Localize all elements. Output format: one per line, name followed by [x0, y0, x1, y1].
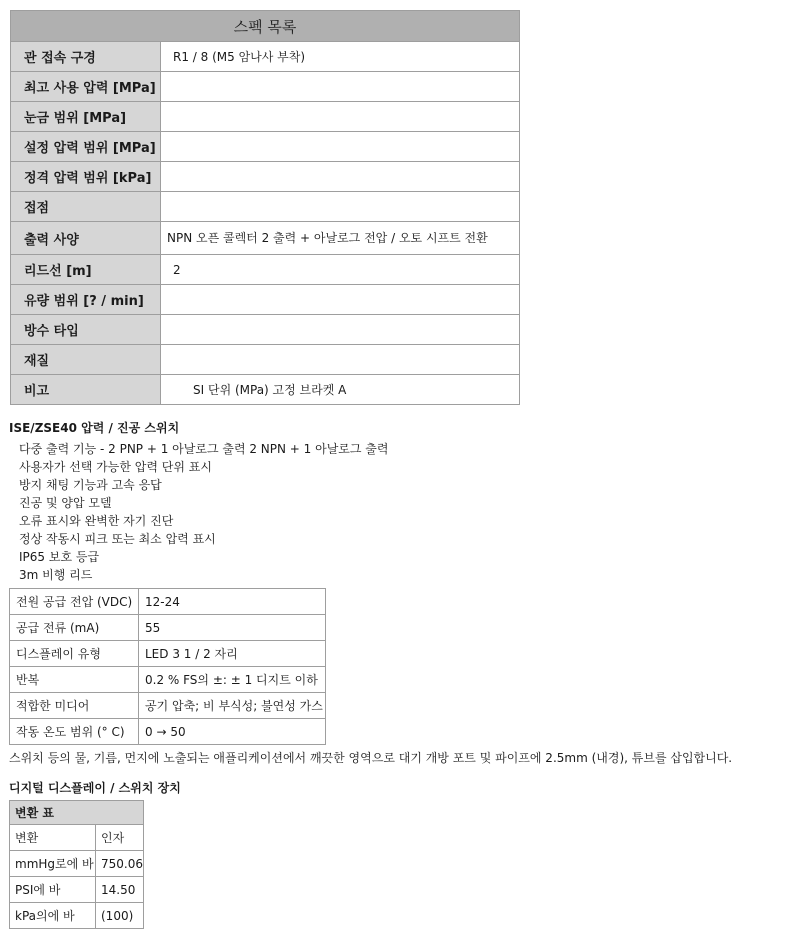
spec-key: 작동 온도 범위 (° C)	[10, 719, 139, 745]
spec-value: 55	[139, 615, 326, 641]
spec-key: 디스플레이 유형	[10, 641, 139, 667]
spec-value	[161, 285, 520, 315]
list-item: 진공 및 양압 모델	[19, 496, 112, 510]
spec-key: 반복	[10, 667, 139, 693]
spec-value	[161, 102, 520, 132]
list-item: 사용자가 선택 가능한 압력 단위 표시	[19, 460, 212, 474]
spec-value	[161, 315, 520, 345]
table-row	[10, 903, 144, 929]
spec-value: 공기 압축; 비 부식성; 불연성 가스	[139, 693, 326, 719]
list-item: 오류 표시와 완벽한 자기 진단	[19, 514, 174, 528]
column-header: 인자	[96, 825, 144, 851]
spec-value	[161, 192, 520, 222]
spec-value	[161, 72, 520, 102]
installation-note: 스위치 등의 물, 기름, 먼지에 노출되는 애플리케이션에서 깨끗한 영역으로 대기 개방 포트 및 파이프에 2.5mm (내경), 튜브를 삽입합니다.	[9, 751, 733, 765]
table-row	[11, 222, 520, 255]
conversion-factor: (100)	[96, 903, 144, 929]
table-row	[11, 255, 520, 285]
conversion-from: PSI에 바	[10, 877, 96, 903]
table-row	[11, 315, 520, 345]
table-row	[10, 641, 326, 667]
list-item: 3m 비행 리드	[19, 568, 93, 582]
spec-key: 전원 공급 전압 (VDC)	[10, 589, 139, 615]
table-row	[10, 667, 326, 693]
conversion-factor: 14.50	[96, 877, 144, 903]
spec-label: 재질	[11, 345, 161, 375]
table-row	[11, 162, 520, 192]
conversion-table	[9, 800, 144, 929]
spec-label: 관 접속 구경	[11, 42, 161, 72]
spec-label: 유량 범위 [? / min]	[11, 285, 161, 315]
spec-value: 2	[161, 255, 520, 285]
table-row	[10, 615, 326, 641]
conversion-factor: 750.06	[96, 851, 144, 877]
spec-table	[10, 10, 520, 405]
spec-value: R1 / 8 (M5 암나사 부착)	[161, 42, 520, 72]
product-spec-table	[9, 588, 326, 745]
spec-label: 비고	[11, 375, 161, 405]
list-item: 정상 작동시 피크 또는 최소 압력 표시	[19, 532, 216, 546]
column-header: 변환	[10, 825, 96, 851]
conversion-from: mmHg로에 바	[10, 851, 96, 877]
table-row	[11, 375, 520, 405]
table-row	[10, 851, 144, 877]
spec-label: 눈금 범위 [MPa]	[11, 102, 161, 132]
list-item: 다중 출력 기능 - 2 PNP + 1 아날로그 출력 2 NPN + 1 아날로그 출력	[19, 442, 389, 456]
list-item: IP65 보호 등급	[19, 550, 100, 564]
feature-list	[19, 440, 389, 584]
spec-label: 정격 압력 범위 [kPa]	[11, 162, 161, 192]
spec-label: 설정 압력 범위 [MPa]	[11, 132, 161, 162]
spec-label: 리드선 [m]	[11, 255, 161, 285]
spec-value	[161, 345, 520, 375]
table-row	[10, 589, 326, 615]
table-row	[11, 132, 520, 162]
spec-label: 최고 사용 압력 [MPa]	[11, 72, 161, 102]
table-row	[11, 345, 520, 375]
table-row	[11, 42, 520, 72]
table-row	[11, 192, 520, 222]
spec-label: 접점	[11, 192, 161, 222]
list-item: 방지 채팅 기능과 고속 응답	[19, 478, 162, 492]
conversion-table-title: 변환 표	[10, 801, 144, 825]
spec-label: 방수 타입	[11, 315, 161, 345]
conversion-from: kPa의에 바	[10, 903, 96, 929]
table-row	[10, 719, 326, 745]
spec-value: LED 3 1 / 2 자리	[139, 641, 326, 667]
table-row	[10, 825, 144, 851]
product-title: ISE/ZSE40 압력 / 진공 스위치	[9, 421, 180, 435]
spec-value	[161, 162, 520, 192]
spec-value	[161, 132, 520, 162]
spec-key: 적합한 미디어	[10, 693, 139, 719]
spec-key: 공급 전류 (mA)	[10, 615, 139, 641]
spec-table-title: 스펙 목록	[11, 11, 520, 42]
table-row	[11, 72, 520, 102]
spec-value: 12-24	[139, 589, 326, 615]
spec-value: 0 → 50	[139, 719, 326, 745]
spec-value: NPN 오픈 콜렉터 2 출력 + 아날로그 전압 / 오토 시프트 전환	[161, 222, 520, 255]
table-row	[10, 693, 326, 719]
spec-value: 0.2 % FS의 ±: ± 1 디지트 이하	[139, 667, 326, 693]
table-row	[10, 877, 144, 903]
table-row	[11, 285, 520, 315]
table-row	[11, 102, 520, 132]
spec-value: SI 단위 (MPa) 고정 브라켓 A	[161, 375, 520, 405]
display-section-title: 디지털 디스플레이 / 스위치 장치	[9, 781, 181, 795]
spec-label: 출력 사양	[11, 222, 161, 255]
